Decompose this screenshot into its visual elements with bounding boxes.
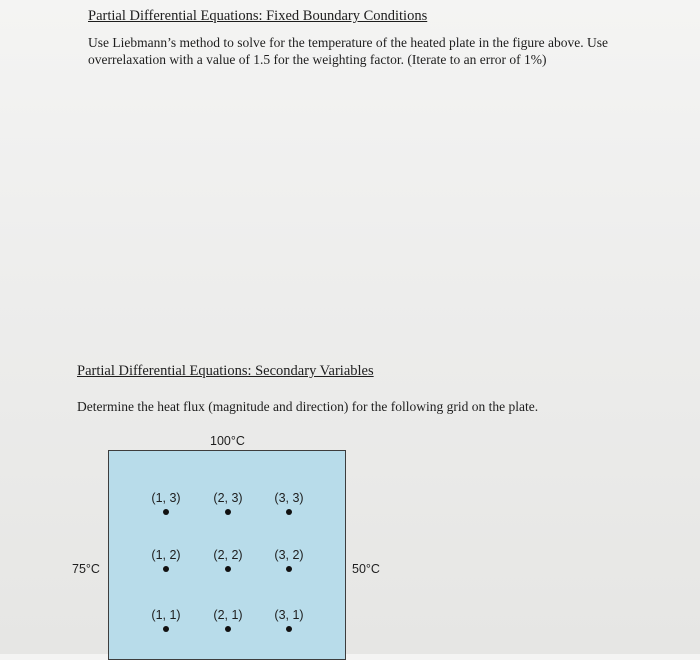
section1-title: Partial Differential Equations: Fixed Boundary Conditions <box>88 8 428 24</box>
grid-node-2-1 <box>203 608 253 632</box>
grid-node-1-1 <box>141 608 191 632</box>
node-dot <box>225 509 231 515</box>
grid-node-2-2 <box>203 548 253 572</box>
node-dot <box>163 566 169 572</box>
heated-plate <box>108 450 346 660</box>
node-dot <box>163 509 169 515</box>
grid-node-3-1 <box>264 608 314 632</box>
node-dot <box>286 509 292 515</box>
node-dot <box>286 626 292 632</box>
section2-title: Partial Differential Equations: Secondary Variables <box>77 363 374 379</box>
node-dot <box>286 566 292 572</box>
node-dot <box>225 566 231 572</box>
section1-problem-text: Use Liebmann’s method to solve for the temperature of the heated plate in the figure above. Use overrelaxation with a value of 1.5 for the weighting factor. (Iterate to an error of 1%) <box>88 35 608 67</box>
grid-node-3-3 <box>264 491 314 515</box>
left-boundary-temp: 75°C <box>72 562 100 576</box>
top-boundary-temp: 100°C <box>210 434 245 448</box>
node-label: (1, 2) <box>151 548 181 562</box>
grid-node-3-2 <box>264 548 314 572</box>
node-label: (3, 2) <box>274 548 304 562</box>
node-dot <box>163 626 169 632</box>
grid-node-1-2 <box>141 548 191 572</box>
node-label: (3, 1) <box>274 608 304 622</box>
node-label: (2, 1) <box>213 608 243 622</box>
node-dot <box>225 626 231 632</box>
node-label: (1, 3) <box>151 491 181 505</box>
grid-node-1-3 <box>141 491 191 515</box>
node-label: (3, 3) <box>274 491 304 505</box>
node-label: (1, 1) <box>151 608 181 622</box>
section2-problem-text: Determine the heat flux (magnitude and direction) for the following grid on the plate. <box>77 399 539 414</box>
grid-node-2-3 <box>203 491 253 515</box>
node-label: (2, 3) <box>213 491 243 505</box>
node-label: (2, 2) <box>213 548 243 562</box>
right-boundary-temp: 50°C <box>352 562 380 576</box>
